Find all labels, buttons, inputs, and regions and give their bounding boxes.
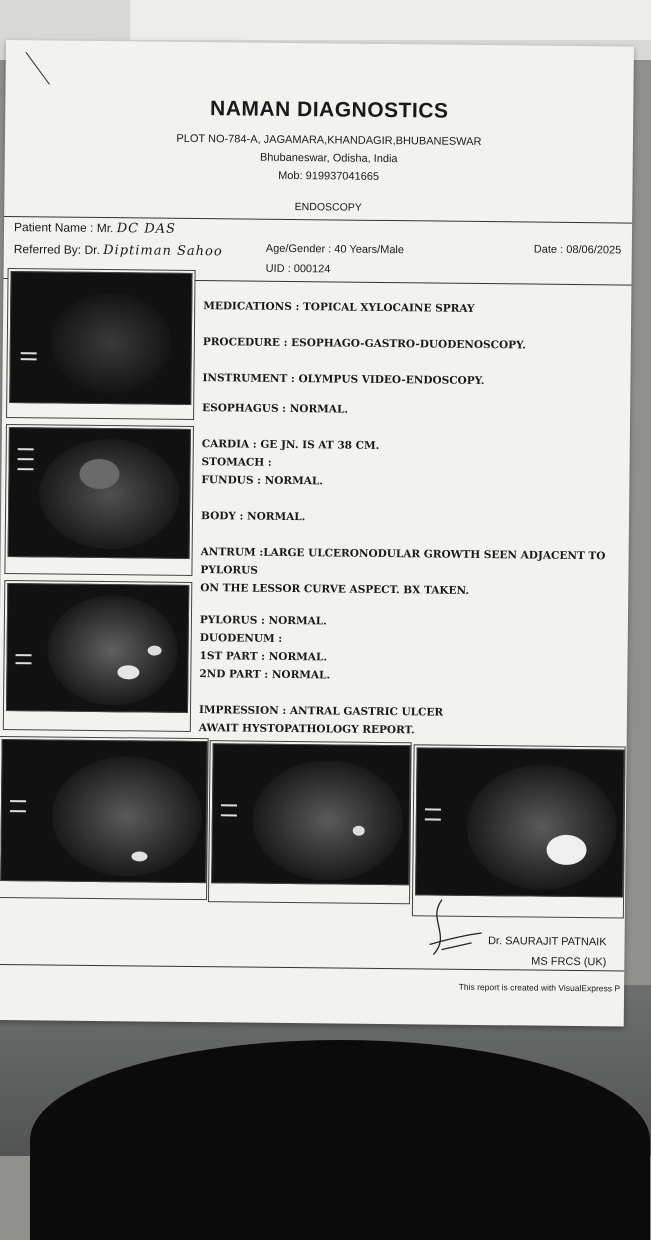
endoscopy-image-5 xyxy=(211,743,410,885)
findings-block xyxy=(199,297,629,741)
footer-note: This report is created with VisualExpress P xyxy=(458,981,621,994)
referred-by-label: Referred By: Dr. xyxy=(13,242,100,257)
await-report: AWAIT HYSTOPATHOLOGY REPORT. xyxy=(198,722,415,737)
pen-mark xyxy=(23,50,53,90)
doctor-name: Dr. SAURAJIT PATNAIK xyxy=(487,935,607,949)
stomach: STOMACH : xyxy=(201,456,272,469)
report-type: ENDOSCOPY xyxy=(294,201,362,214)
uid: UID : 000124 xyxy=(265,262,331,276)
patient-name-value: DC DAS xyxy=(116,221,177,237)
image-frame-3 xyxy=(3,580,193,732)
duodenum: DUODENUM : xyxy=(199,632,283,645)
image-frame-2 xyxy=(4,424,194,576)
medications: MEDICATIONS : TOPICAL XYLOCAINE SPRAY xyxy=(203,300,475,315)
endoscopy-image-3 xyxy=(6,583,189,713)
esophagus: ESOPHAGUS : NORMAL. xyxy=(202,402,349,416)
referred-by-row xyxy=(14,242,223,259)
antrum-line-2: ON THE LESSOR CURVE ASPECT. BX TAKEN. xyxy=(200,582,470,597)
age-gender: Age/Gender : 40 Years/Male xyxy=(265,242,405,257)
image-frame-4 xyxy=(0,736,209,900)
patient-name-label: Patient Name : Mr. xyxy=(13,220,114,236)
clinic-city: Bhubaneswar, Odisha, India xyxy=(259,151,398,166)
clinic-address-block xyxy=(25,128,634,188)
duodenum-part-1: 1ST PART : NORMAL. xyxy=(199,650,328,664)
instrument: INSTRUMENT : OLYMPUS VIDEO-ENDOSCOPY. xyxy=(202,372,485,388)
image-frame-5 xyxy=(208,740,412,904)
procedure: PROCEDURE : ESOPHAGO-GASTRO-DUODENOSCOPY. xyxy=(202,336,526,352)
endoscopy-image-1 xyxy=(9,271,192,405)
image-frame-1 xyxy=(6,268,196,420)
report-sheet xyxy=(0,40,634,1027)
antrum-line-1: ANTRUM :LARGE ULCERONODULAR GROWTH SEEN ADJACENT TO PYLORUS xyxy=(200,546,606,577)
endoscopy-image-4 xyxy=(0,739,207,883)
pylorus: PYLORUS : NORMAL. xyxy=(199,614,327,628)
clinic-mobile: Mob: 919937041665 xyxy=(278,169,380,183)
endoscopy-image-2 xyxy=(8,427,191,559)
clinic-address: PLOT NO-784-A, JAGAMARA,KHANDAGIR,BHUBANESWAR xyxy=(176,132,482,148)
report-date: Date : 08/06/2025 xyxy=(533,243,622,257)
report-header xyxy=(4,95,633,217)
doctor-signature xyxy=(421,894,492,965)
paper-underneath xyxy=(130,0,651,40)
body: BODY : NORMAL. xyxy=(200,510,306,524)
doctor-block xyxy=(488,931,607,972)
fundus: FUNDUS : NORMAL. xyxy=(201,474,323,488)
referred-by-value: Diptiman Sahoo xyxy=(103,243,223,260)
doctor-degree: MS FRCS (UK) xyxy=(531,955,607,969)
duodenum-part-2: 2ND PART : NORMAL. xyxy=(199,668,331,682)
image-frame-6 xyxy=(412,744,626,918)
dark-object xyxy=(30,1040,650,1240)
cardia: CARDIA : GE JN. IS AT 38 CM. xyxy=(201,438,380,452)
patient-name-row xyxy=(14,220,176,237)
clinic-name: NAMAN DIAGNOSTICS xyxy=(210,97,449,123)
impression: IMPRESSION : ANTRAL GASTRIC ULCER xyxy=(198,704,444,719)
endoscopy-image-6 xyxy=(415,747,625,897)
